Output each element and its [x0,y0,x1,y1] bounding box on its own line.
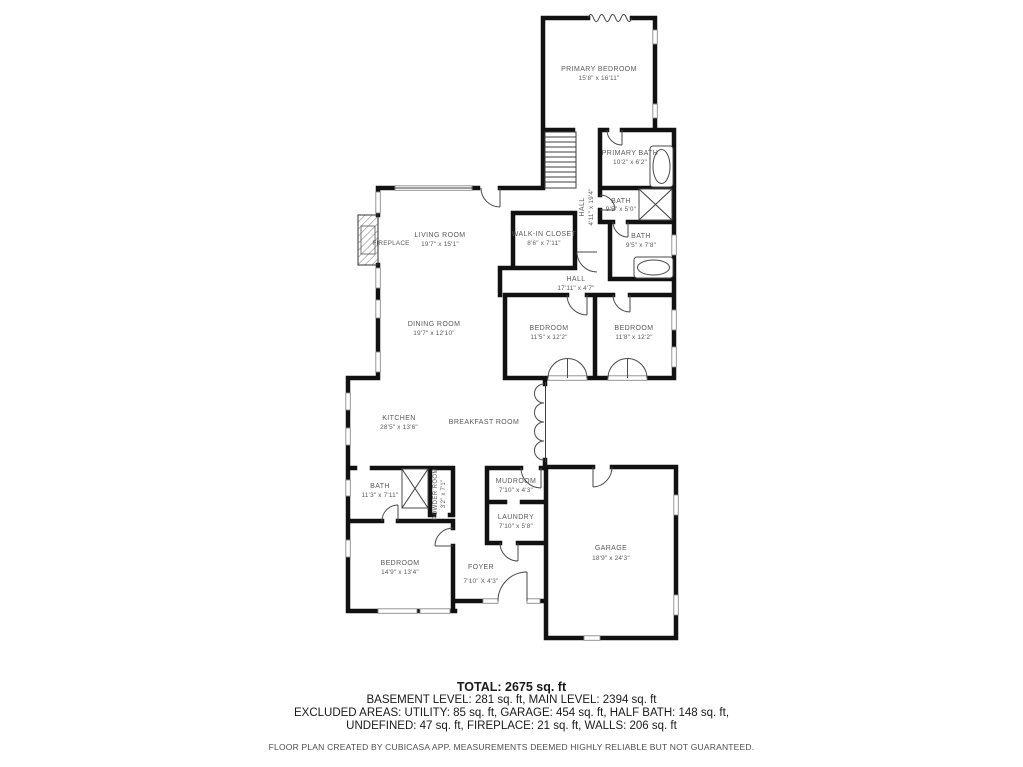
summary-block [0,681,1023,752]
room-label-bedroom-mid-right: BEDROOM [614,325,654,332]
room-label-hall: HALL [566,276,586,283]
room-label-kitchen: KITCHEN [382,415,416,422]
room-label-bath-upper: BATH [611,198,631,205]
room-dims-primary-bath: 10'2" x 6'2" [613,159,647,166]
room-label-foyer: FOYER [467,564,495,571]
laundry-door [500,543,518,561]
summary-excluded-2: UNDEFINED: 47 sq. ft, FIREPLACE: 21 sq. ft, WALLS: 206 sq. ft [346,720,677,733]
room-dims-bath-upper: 9'5" x 5'0" [605,206,637,213]
hall-door [577,252,597,272]
room-dims-garage: 18'9" x 24'3" [592,555,630,562]
room-dims-laundry: 7'10" x 5'8" [499,523,533,530]
doors [382,130,647,601]
room-dims-powder-room: 3'2" x 7'1" [441,479,447,509]
shower-icon [402,469,428,508]
room-dims-bedroom-mid-right: 11'8" x 12'2" [615,334,653,341]
room-label-dining-room: DINING ROOM [407,321,461,328]
room-dims-primary-bedroom: 15'8" x 16'11" [578,75,620,82]
room-label-garage: GARAGE [594,545,628,552]
room-dims-living-room: 19'7" x 15'1" [421,241,459,248]
wavy-wall-segment [588,15,632,22]
room-label-primary-bedroom: PRIMARY BEDROOM [561,66,637,73]
shower-icon [639,189,672,220]
room-dims-bath-right: 9'5" x 7'8" [625,242,657,249]
bathtub-icon [634,257,673,278]
garage-entry-door [593,467,612,487]
room-label-powder-room: POWDER ROOM [433,468,439,520]
room-dims-bedroom-mid-left: 11'5" x 12'2" [530,334,568,341]
breakfast-folding-doors [535,384,545,460]
bedroom-mid-left-door [567,295,587,315]
bedroom-mid-right-door [613,295,630,312]
room-label-primary-bath: PRIMARY BATH [601,150,659,157]
room-dims-hall-vertical: 4'11" x 19'4" [588,188,595,226]
living-room-door [481,188,500,207]
front-door [498,572,527,601]
room-dims-dining-room: 19'7" x 12'10" [413,330,455,337]
room-dims-bedroom-lower: 14'9" x 13'4" [381,569,419,576]
room-label-breakfast-room: BREAKFAST ROOM [448,419,520,426]
room-dims-foyer: 7'10" X 4'3" [463,578,499,585]
summary-excluded-1: EXCLUDED AREAS: UTILITY: 85 sq. ft, GARAGE: 454 sq. ft, HALF BATH: 148 sq. ft, [293,707,730,720]
room-label-bedroom-lower: BEDROOM [380,560,420,567]
stairs-icon [545,132,576,188]
room-dims-bath-lower: 11'3" x 7'11" [361,492,399,499]
summary-total: TOTAL: 2675 sq. ft [456,680,567,694]
room-dims-kitchen: 28'5" x 13'6" [380,424,418,431]
room-label-mudroom: MUDROOM [495,478,537,485]
bedroom-mid-right-french-doors [608,359,647,379]
room-dims-mudroom: 7'10" x 4'3" [499,487,533,494]
room-label-hall-vertical: HALL [579,197,586,217]
room-label-fireplace: FIREPLACE [372,240,410,247]
room-label-bath-right: BATH [631,233,651,240]
summary-disclaimer: FLOOR PLAN CREATED BY CUBICASA APP. MEASUREMENTS DEEMED HIGHLY RELIABLE BUT NOT GUARANTEED. [268,742,755,753]
room-label-living-room: LIVING ROOM [414,232,466,239]
summary-levels: BASEMENT LEVEL: 281 sq. ft, MAIN LEVEL: 2394 sq. ft [366,694,657,707]
room-label-bedroom-mid-left: BEDROOM [529,325,569,332]
bedroom-lower-door [435,528,453,546]
room-dims-hall: 17'11" x 4'7" [557,285,595,292]
room-label-walk-in-closet: WALK-IN CLOSET [511,231,577,238]
bedroom-mid-left-french-doors [548,359,587,379]
room-label-bath-lower: BATH [370,483,390,490]
lower-bath-door [382,505,398,521]
room-dims-walk-in-closet: 8'6" x 7'11" [527,240,561,247]
room-label-laundry: LAUNDRY [497,514,535,521]
